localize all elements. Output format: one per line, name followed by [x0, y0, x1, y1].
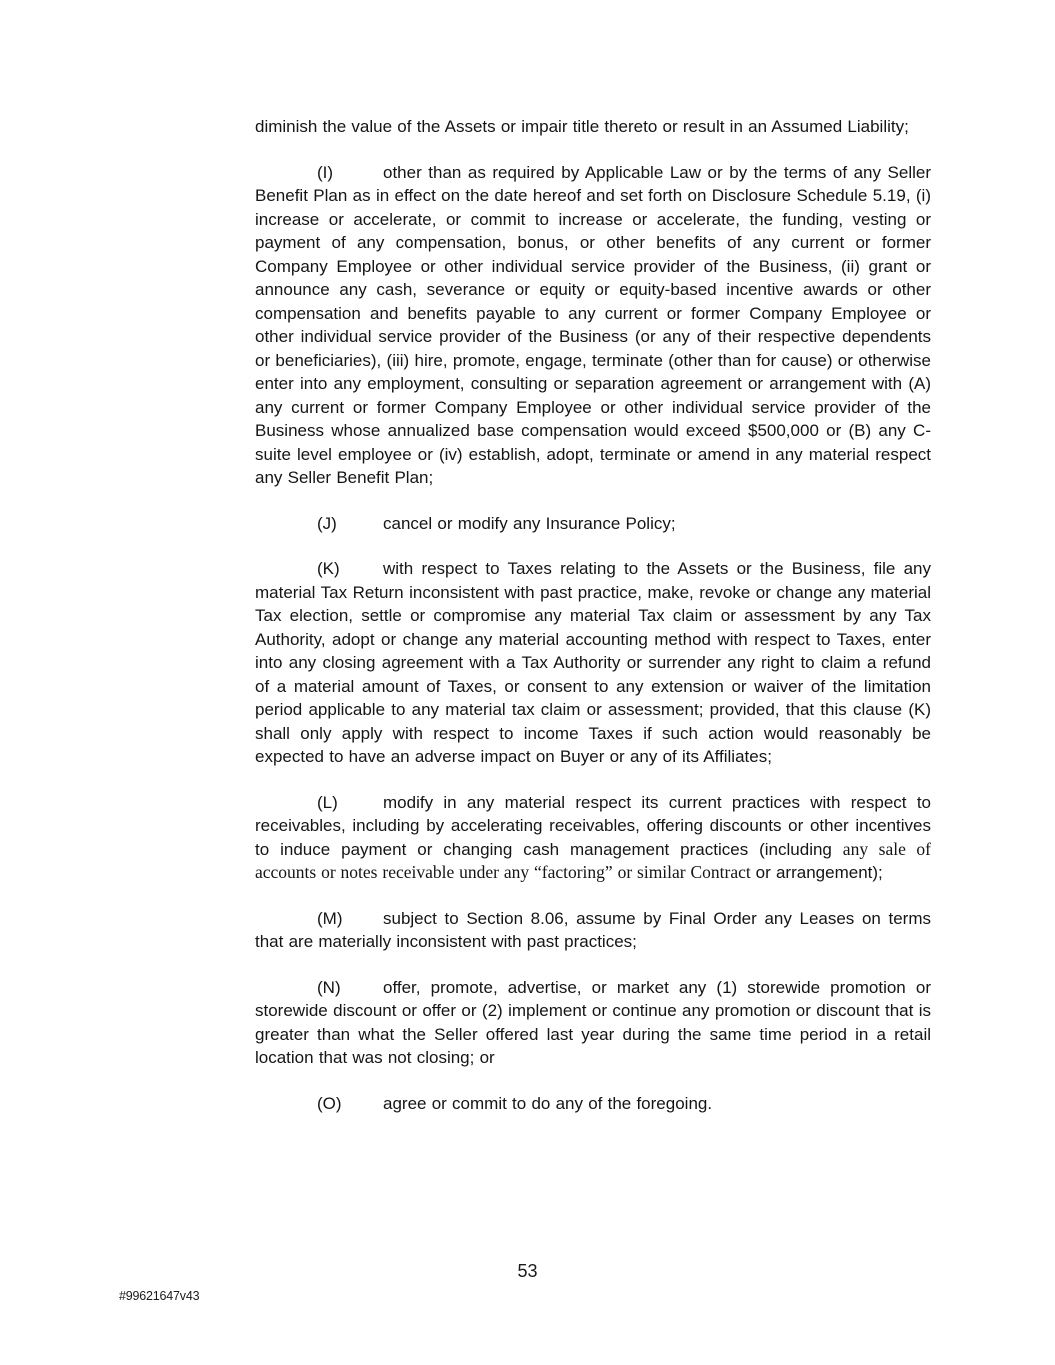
document-version-stamp: #99621647v43 — [119, 1289, 200, 1303]
paragraph-text: diminish the value of the Assets or impair title thereto or result in an Assumed Liability; — [255, 117, 909, 136]
page-number: 53 — [517, 1261, 538, 1281]
paragraph-M — [255, 907, 931, 954]
paragraph-text: other than as required by Applicable Law or by the terms of any Seller Benefit Plan as in effect on the date hereof and set forth on Disclosure Schedule 5.19, (i) increase or accelerate, or commit to increase or accelerate, the funding, vesting or payment of any compensation, bonus, or other benefits of any current or former Company Employee or other individual service provider of the Business, (ii) grant or announce any cash, severance or equity or equity-based incentive awards or other compensation and benefits payable to any current or former Company Employee or other individual service provider of the Business (or any of their respective dependents or beneficiaries), (iii) hire, promote, engage, terminate (other than for cause) or otherwise enter into any employment, consulting or separation agreement or arrangement with (A) any current or former Company Employee or other individual service provider of the Business whose annualized base compensation would exceed $500,000 or (B) any C-suite level employee or (iv) establish, adopt, terminate or amend in any material respect any Seller Benefit Plan; — [255, 162, 931, 487]
paragraph-text: cancel or modify any Insurance Policy; — [383, 513, 676, 533]
paragraph-I — [255, 161, 931, 490]
paragraph-text: offer, promote, advertise, or market any (1) storewide promotion or storewide discount or offer or (2) implement or continue any promotion or discount that is greater than what the Seller offered last year during the same time period in a retail location that was not closing; or — [255, 977, 931, 1067]
paragraph-N — [255, 976, 931, 1070]
paragraph-J — [255, 512, 931, 536]
paragraph-label: (M) — [317, 908, 343, 928]
paragraph-label: (J) — [317, 513, 337, 533]
paragraph-L — [255, 791, 931, 885]
contract-text-block — [255, 115, 931, 1137]
paragraph-text-serif: any sale of accounts or notes receivable under any “factoring” or similar Contract — [255, 838, 931, 882]
paragraph-text-sans: or arrangement); — [755, 863, 883, 882]
paragraph-K — [255, 557, 931, 769]
paragraph-label: (L) — [317, 792, 338, 812]
paragraph-label: (K) — [317, 559, 340, 578]
paragraph-text: agree or commit to do any of the foregoing. — [383, 1093, 713, 1113]
paragraph-text: subject to Section 8.06, assume by Final Order any Leases on terms that are materially inconsistent with past practices; — [255, 908, 931, 951]
paragraph-label: (O) — [317, 1093, 342, 1113]
paragraph-continuation — [255, 115, 931, 139]
paragraph-label: (I) — [317, 162, 334, 182]
paragraph-text-sans: modify in any material respect its current practices with respect to receivables, including by accelerating receivables, offering discounts or other incentives to induce payment or changing cash management practices (including — [255, 792, 931, 859]
paragraph-label: (N) — [317, 977, 341, 997]
paragraph-O — [255, 1092, 931, 1116]
paragraph-text: with respect to Taxes relating to the Assets or the Business, file any material Tax Return inconsistent with past practice, make, revoke or change any material Tax election, settle or compromise any material Tax claim or assessment by any Tax Authority, adopt or change any material accounting method with respect to Taxes, enter into any closing agreement with a Tax Authority or surrender any right to claim a refund of a material amount of Taxes, or consent to any extension or waiver of the limitation period applicable to any material tax claim or assessment; provided, that this clause (K) shall only apply with respect to income Taxes if such action would reasonably be expected to have an adverse impact on Buyer or any of its Affiliates; — [255, 559, 931, 766]
